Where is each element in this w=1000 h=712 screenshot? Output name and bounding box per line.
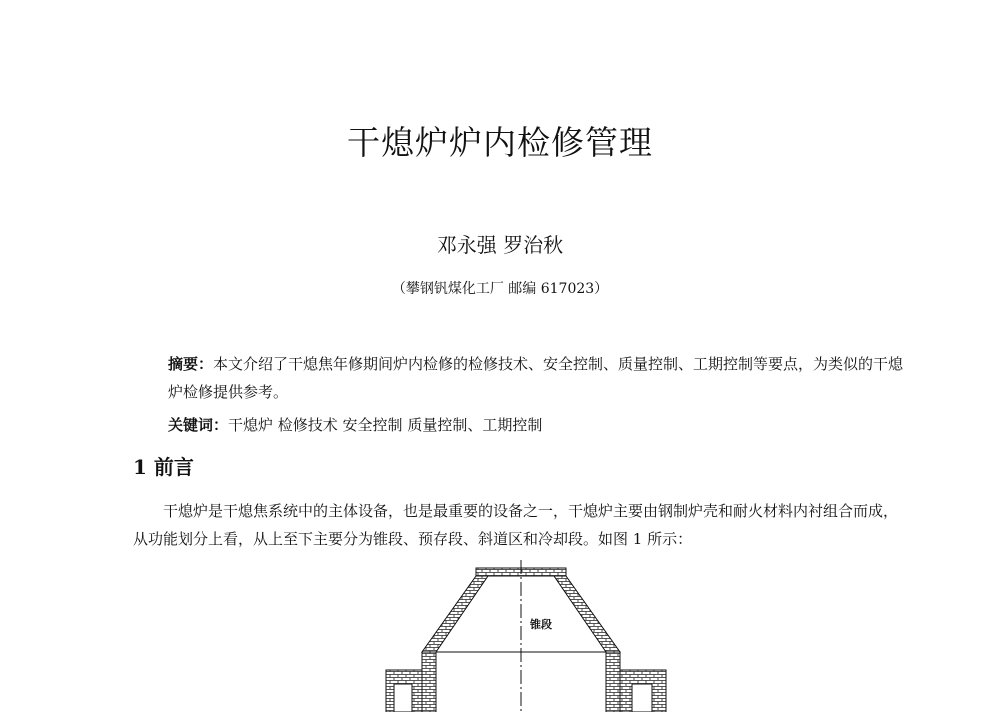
left-straight-wall <box>422 652 436 712</box>
furnace-diagram <box>380 560 680 712</box>
paper-title: 干熄炉炉内检修管理 <box>347 123 653 162</box>
right-cone-wall <box>554 576 620 652</box>
left-chamber-opening <box>394 684 412 712</box>
right-straight-wall <box>606 652 620 712</box>
affiliation: （攀钢钒煤化工厂 邮编 617023） <box>391 281 609 297</box>
authors: 邓永强 罗治秋 <box>436 233 564 257</box>
abstract-text: 本文介绍了干熄焦年修期间炉内检修的检修技术、安全控制、质量控制、工期控制等要点，为类似的干熄炉检修提供参考。 <box>168 355 904 401</box>
right-chamber-opening <box>632 684 652 712</box>
abstract <box>168 350 908 406</box>
abstract-label: 摘要： <box>168 355 214 373</box>
keywords-text: 干熄炉 检修技术 安全控制 质量控制、工期控制 <box>228 416 543 434</box>
cone-label: 锥段 <box>530 618 552 631</box>
left-cone-wall <box>422 576 488 652</box>
section-heading: 1 前言 <box>133 455 194 479</box>
keywords <box>168 411 908 439</box>
keywords-label: 关键词： <box>168 416 229 434</box>
intro-paragraph: 干熄炉是干熄焦系统中的主体设备，也是最重要的设备之一，干熄炉主要由钢制炉壳和耐火材料内衬组合而成，从功能划分上看，从上至下主要分为锥段、预存段、斜道区和冷却段。如图 1 所示： <box>133 502 899 548</box>
